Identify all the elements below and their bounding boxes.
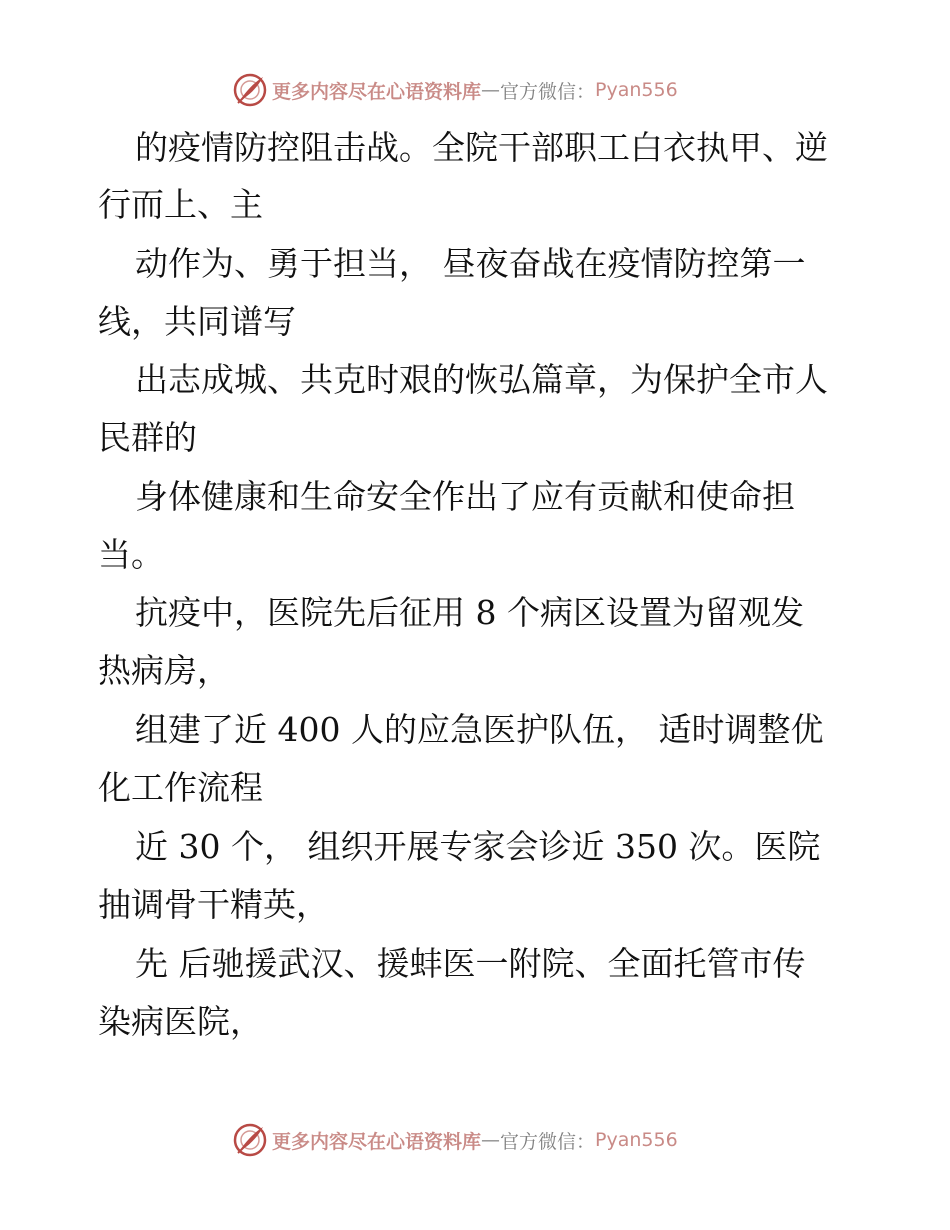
paragraph-line: 出志成城、共克时艰的恢弘篇章，为保护全市人	[135, 360, 828, 399]
watermark-handle: Pyan556	[595, 1129, 678, 1151]
watermark-brand-text: 更多内容尽在心语资料库	[272, 1130, 482, 1153]
paragraph-line: 动作为、勇于担当， 昼夜奋战在疫情防控第一	[135, 244, 806, 283]
paragraph-line: 化工作流程	[98, 768, 263, 807]
paragraph-line: 线，共同谱写	[98, 302, 296, 341]
watermark-official-label: 官方微信：	[500, 1130, 596, 1153]
paragraph-line: 热病房，	[98, 651, 230, 690]
paragraph-line: 行而上、主	[98, 185, 263, 224]
paragraph-line: 民群的	[98, 418, 197, 457]
paragraph-line: 的疫情防控阻击战。全院干部职工白衣执甲、逆	[135, 128, 828, 167]
watermark-separator: —	[481, 79, 501, 101]
paragraph-line: 抽调骨干精英，	[98, 885, 329, 924]
watermark-separator: —	[481, 1129, 501, 1151]
paragraph-line: 近 30 个， 组织开展专家会诊近 350 次。医院	[135, 827, 821, 866]
paragraph-line: 抗疫中，医院先后征用 8 个病区设置为留观发	[135, 593, 804, 632]
watermark-official-label: 官方微信：	[500, 80, 596, 103]
header-watermark	[232, 72, 732, 108]
paragraph-line: 身体健康和生命安全作出了应有贡献和使命担	[135, 477, 795, 516]
paragraph-line: 当。	[98, 535, 164, 574]
feather-quill-logo-icon	[232, 1122, 268, 1158]
paragraph-line: 组建了近 400 人的应急医护队伍， 适时调整优	[135, 710, 824, 749]
watermark-handle: Pyan556	[595, 79, 678, 101]
feather-quill-logo-icon	[232, 72, 268, 108]
paragraph-line: 先 后驰援武汉、援蚌医一附院、全面托管市传	[135, 944, 806, 983]
footer-watermark	[232, 1122, 732, 1158]
paragraph-line: 染病医院，	[98, 1002, 263, 1041]
watermark-brand-text: 更多内容尽在心语资料库	[272, 80, 482, 103]
